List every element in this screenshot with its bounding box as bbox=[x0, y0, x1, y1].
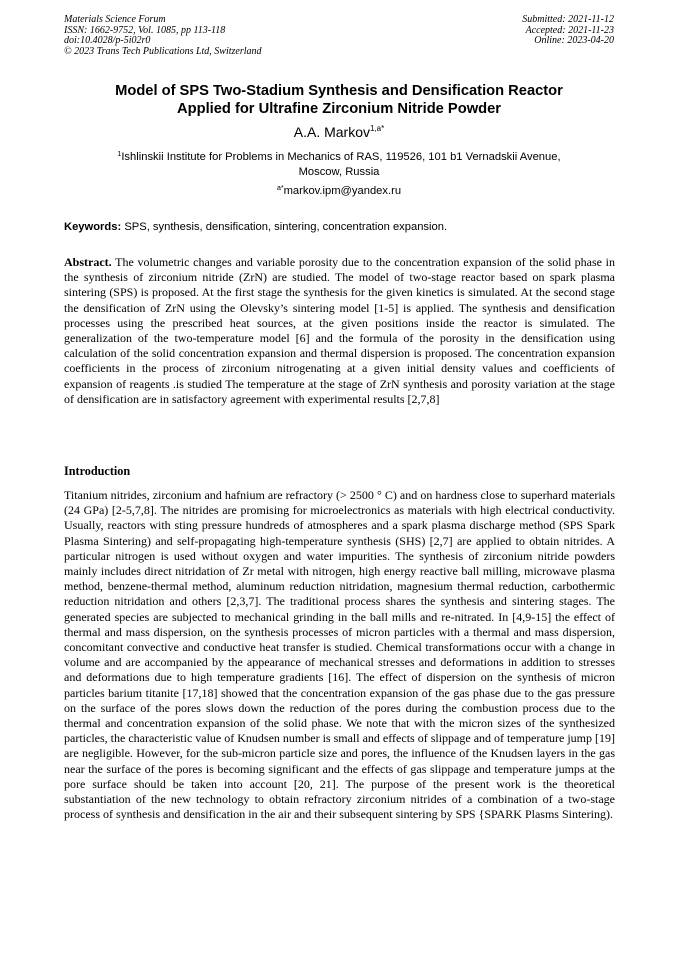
affiliation-superscript: 1 bbox=[117, 151, 122, 158]
journal-info bbox=[64, 15, 262, 57]
doi: doi:10.4028/p-5i02r0 bbox=[64, 35, 151, 47]
keywords bbox=[64, 220, 624, 234]
paper-title bbox=[60, 82, 618, 118]
email-line bbox=[60, 184, 618, 198]
affiliation-line-1: Ishlinskii Institute for Problems in Mechanics of RAS, 119526, 101 b1 Vernadskii Avenue, bbox=[121, 151, 561, 163]
affiliation-line-2: Moscow, Russia bbox=[298, 165, 380, 178]
title-line-1: Model of SPS Two-Stadium Synthesis and Densification Reactor bbox=[115, 83, 563, 99]
copyright: © 2023 Trans Tech Publications Ltd, Switzerland bbox=[64, 45, 262, 57]
email-superscript: a* bbox=[276, 185, 284, 192]
abstract bbox=[64, 255, 615, 407]
keywords-text: SPS, synthesis, densification, sintering, concentration expansion. bbox=[124, 221, 448, 233]
affiliation bbox=[72, 150, 606, 179]
author-superscript: 1,a* bbox=[370, 124, 385, 133]
introduction-text: Titanium nitrides, zirconium and hafnium are refractory (> 2500 ° C) and on hardness close to superhard materials (24 GPa) [2-5,7,8]. The nitrides are promising for microelectronics as materials with high electrical conductivity. Usually, reactors with sting pressure hundreds of atmospheres and a spark plasma discharge method (SPS Spark Plasma Sintering) and self-propagating high-temperature synthesis (SHS) [2,7] are applied to obtain nitrides. A particular nitrogen is used without oxygen and water impurities. The synthesis of zirconium nitride powders mainly includes direct nitridation of Zr metal with nitrogen, high energy reactive ball milling, microwave plasma method, benzene-thermal method, aluminum reduction nitridation, magnesium thermal reduction, carbothermic reduction nitridation and others [2,3,7]. The traditional process shares the synthesis and sintering stages. The generated species are subjected to mechanical grinding in the ball mills and re-nitrated. In [4,9-15] the effect of thermal and mass dispersion, on the synthesis processes of micron particles with a thermal and mass dispersion, concomitant convective and conductive heat transfer is studied. Chemical transformations occur with a change in volume and are accompanied by the appearance of mechanical stresses and deformations in addition to stresses and deformations due to high temperature gradients [16]. The effect of dispersion on the synthesis of micron particles barium titanite [17,18] showed that the concentration expansion of the gas phase due to the gas pressure on the surface of the pores slows down the reduction of the pores during the combustion process due to the thermal and concentration expansion of the solid phase. We note that with the micron sizes of the synthesized particles, the characteristic value of Knudsen number is small and effects of slippage and of temperature jump [19] are negligible. However, for the sub-micron particle size and pores, the influence of the Knudsen layers in the gas near the surface of the pores is becoming significant and the effects of gas slippage and temperature jumps at the pore surface should be taken into account [20, 21]. The purpose of the present work is the theoretical substantiation of the new technology to obtain refractory zirconium nitrides of a combination of a two-stage process of synthesis and densification in the air and their subsequent sintering by SPS {SPARK Plasms Sintering). bbox=[64, 488, 615, 822]
abstract-text: The volumetric changes and variable porosity due to the concentration expansion of the solid phase in the synthesis of zirconium nitride (ZrN) are studied. The model of two-stage reactor based on spark plasma sintering (SPS) is proposed. At the first stage the synthesis for the given kinetics is simulated. At the second stage the densification of ZrN using the Olevsky’s sintering model [1-5] is applied. The synthesis and densification processes using the prescribed heat sources, at the given positions inside the reactor is simulated. The generalization of the two-temperature model [6] and the formula of the porosity in the densification using calculation of the solid concentration expansion and thermal dispersion is proposed. The concentration expansion coefficients in the process of zirconium nitrogenating at a given initial density values and coefficients of expansion of reagents .is studied The temperature at the stage of ZrN synthesis and porosity variation at the stage of densification are in satisfactory agreement with experimental results [2,7,8] bbox=[64, 255, 615, 406]
issn-volume: ISSN: 1662-9752, Vol. 1085, pp 113-118 bbox=[64, 24, 226, 36]
accepted-date: Accepted: 2021-11-23 bbox=[525, 24, 614, 36]
section-heading-introduction: Introduction bbox=[64, 464, 131, 478]
journal-name: Materials Science Forum bbox=[64, 14, 166, 25]
keywords-label: Keywords: bbox=[64, 221, 122, 233]
online-date: Online: 2023-04-20 bbox=[534, 35, 614, 47]
title-line-2: Applied for Ultrafine Zirconium Nitride Powder bbox=[177, 101, 501, 117]
submission-dates bbox=[522, 15, 614, 47]
abstract-label: Abstract. bbox=[64, 255, 112, 269]
submitted-date: Submitted: 2021-11-12 bbox=[522, 14, 614, 25]
author-name: A.A. Markov bbox=[293, 124, 370, 140]
email-address: markov.ipm@yandex.ru bbox=[283, 185, 402, 197]
author-line bbox=[60, 124, 618, 141]
